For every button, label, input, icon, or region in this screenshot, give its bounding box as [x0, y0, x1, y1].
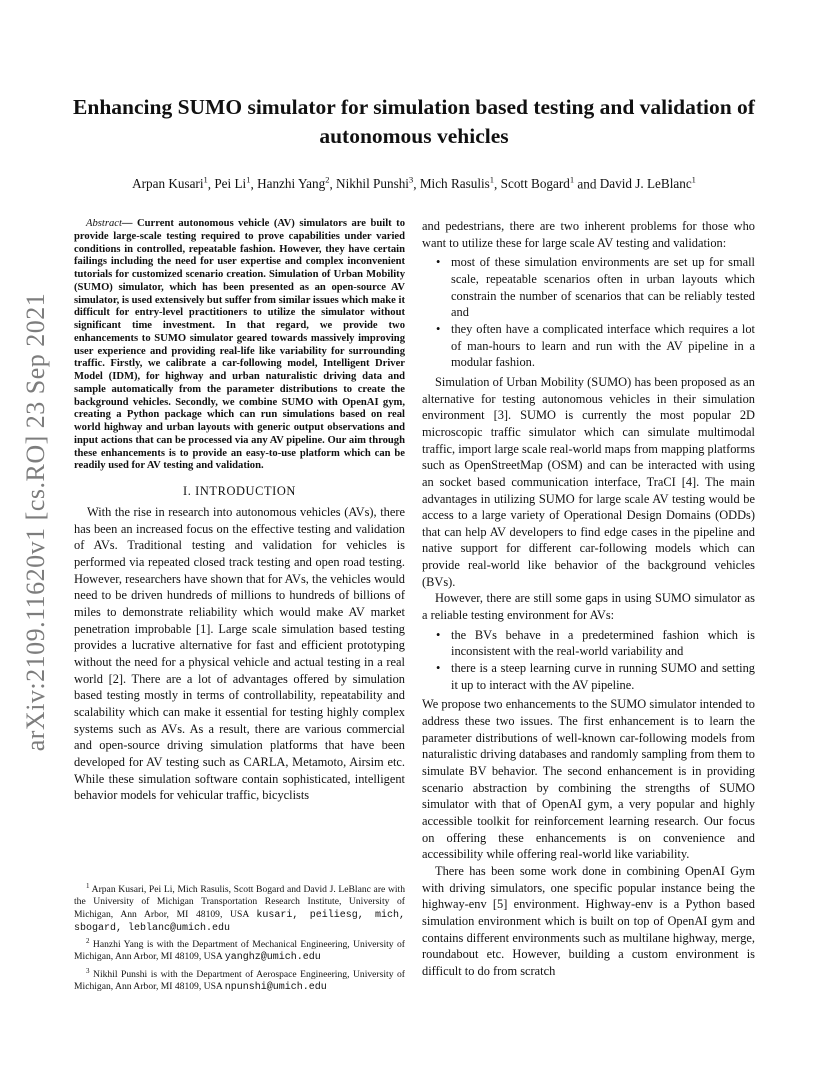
right-paragraph-3: However, there are still some gaps in using SUMO simulator as a reliable testing environment for AVs: — [422, 591, 755, 623]
bullet-icon: • — [436, 321, 441, 336]
bullet-list-1 — [422, 254, 755, 371]
bullet-icon: • — [436, 627, 441, 642]
author-affiliation-mark: 1 — [569, 175, 575, 185]
left-column — [74, 218, 405, 804]
right-paragraph-2: Simulation of Urban Mobility (SUMO) has been proposed as an alternative for testing autonomous vehicles in their simulation environment [3]. SUMO is currently the most popular 2D microscopic traffic simulator which can simulate multimodal traffic, import large scale real-world maps from mapping platforms such as OpenStreetMap (OSM) and can be interacted with using an socket based communication interface, TraCI [4]. The main advantages in utilizing SUMO for large scale AV testing would be access to a large variety of Operational Design Domains (ODDs) that can help AV developers to find edge cases in the pipeline and native support for different car-following models which can provide real-world like behavior of the background vehicles (BVs). — [422, 374, 755, 589]
section-heading-introduction: I. INTRODUCTION — [183, 484, 296, 498]
author: Nikhil Punshi$^3$ — [336, 175, 414, 192]
list-item: • there is a steep learning curve in running SUMO and setting it up to interact with the AV pipeline. — [436, 661, 755, 692]
author-list: Arpan Kusari$^1$, Pei Li$^1$, Hanzhi Yang$^2$, Nikhil Punshi$^3$, Mich Rasulis$^1$, Scott Bogard$^1$ and David J. LeBlanc$^1$ — [132, 175, 696, 192]
right-paragraph-5: There has been some work done in combining OpenAI Gym with driving simulators, one specific popular instance being the highway-env [5] environment. Highway-env is a Python based simulation environment which is built on top of OpenAI gym and contains different environments such as multilane highway, merge, roundabout etc. However, building a custom environment is difficult to do from scratch — [422, 863, 755, 978]
author: David J. LeBlanc$^1$ — [599, 175, 696, 192]
author-affiliation-mark: 1 — [489, 175, 495, 185]
author-affiliation-mark: 1 — [203, 175, 208, 185]
author: Pei Li$^1$ — [214, 175, 251, 192]
list-item: • they often have a complicated interface which requires a lot of man-hours to learn and run with the AV pipeline in a modular fashion. — [436, 321, 755, 370]
author: Arpan Kusari$^1$ — [132, 175, 208, 192]
author: Scott Bogard$^1$ — [500, 175, 575, 192]
bullet-list-2 — [422, 627, 755, 694]
footnote-3-email: npunshi@umich.edu — [224, 981, 327, 993]
abstract-text: — Current autonomous vehicle (AV) simulators are built to provide large-scale testing required to prove capabilities under varied conditions in controlled, repeatable fashion. However, they have certain failings including the need for user expertise and complex inconvenient tutorials for customized scenario creation. Simulation of Urban Mobility (SUMO) simulator, which has been presented as an open-source AV simulator, is used extensively but suffer from similar issues which make it difficult for entry-level practitioners to utilize the simulator without significant time investment. In that regard, we provide two enhancements to SUMO simulator geared towards massively improving user experience and providing real-life like variability for surrounding traffic. Firstly, we calibrate a car-following model, Intelligent Driver Model (IDM), for highway and urban naturalistic driving data and sample automatically from the parameter distributions to create the background vehicles. Secondly, we combine SUMO with OpenAI gym, creating a Python package which can run simulations based on real world highway and urban layouts with generic output observations and input actions that can be processed via any AV pipeline. Our aim through these enhancements is to provide an easy-to-use platform which can be readily used for AV testing and validation. — [74, 218, 405, 472]
right-paragraph-4: We propose two enhancements to the SUMO simulator intended to address these two issues. The first enhancement is to learn the parameter distributions of well-known car-following models from naturalistic driving databases and randomly sampling from them to simulate BV behavior. The second enhancement is in providing scenario abstraction by combining the strengths of SUMO simulator with that of OpenAI gym, a very popular and highly accessible toolkit for reinforcement learning research. Our focus on offering these enhancements is on convenience and accessibility while offering real-world like variability. — [422, 697, 755, 862]
author: Mich Rasulis$^1$ — [419, 175, 495, 192]
intro-paragraph-1: With the rise in research into autonomous vehicles (AVs), there has been an increased focus on the effective testing and validation of AVs. Traditional testing and validation for vehicles is performed via repeated closed track testing and open road testing. However, researchers have shown that for AVs, the vehicles would need to be driven hundreds of millions to hundreds of billions of miles to demonstrate reliability which would make AV market penetration improbable [1]. Large scale simulation based testing provides a lucrative alternative for fast and efficient prototyping without the need for a physical vehicle and actual testing in a real world [2]. There are a lot of advantages offered by simulation based testing mostly in terms of controllability, repeatability and scalability which can make it essential for testing highly complex systems such as AVs. As a result, there are various commercial and open-source driving simulation platforms that have been developed for AV testing such as CARLA, Metamoto, Airsim etc. While these simulation software contain sophisticated, intelligent behavior models for vehicular traffic, bicyclists — [74, 505, 405, 803]
author-affiliation-mark: 1 — [691, 175, 696, 185]
list-item: • the BVs behave in a predetermined fashion which is inconsistent with the real-world variability and — [436, 627, 755, 659]
abstract-lead: Abstract — [86, 218, 122, 229]
list-item: • most of these simulation environments are set up for small scale, repeatable scenarios often in urban layouts which constrain the number of scenarios that can be reliably tested and — [436, 255, 755, 320]
author-affiliation-mark: 2 — [325, 175, 330, 185]
author-affiliation-mark: 3 — [408, 175, 414, 185]
author: Hanzhi Yang$^2$ — [257, 175, 330, 192]
right-paragraph-1: and pedestrians, there are two inherent problems for those who want to utilize these for large scale AV testing and validation: — [422, 219, 755, 250]
bullet-icon: • — [436, 255, 441, 270]
paper-title: Enhancing SUMO simulator for simulation based testing and validation of autonomous vehicles — [73, 95, 755, 148]
right-column — [422, 218, 755, 980]
footnote-1: $^1$ Arpan Kusari, Pei Li, Mich Rasulis, Scott Bogard and David J. LeBlanc are with the University of Michigan Transportation Research Institute, University of Michigan, Ann Arbor, MI 48109, USA kusari, peiliesg, mich, sbogard, leblanc@umich.edu — [74, 882, 405, 934]
footnotes — [74, 880, 405, 994]
footnote-1-email: kusari, peiliesg, mich, sbogard, leblanc@umich.edu — [74, 909, 405, 934]
bullet-icon: • — [436, 661, 441, 676]
footnote-3: $^3$ Nikhil Punshi is with the Department of Aerospace Engineering, University of Michigan, Ann Arbor, MI 48109, USA npunshi@umich.edu — [74, 966, 405, 993]
author-affiliation-mark: 1 — [246, 175, 251, 185]
footnote-2: $^2$ Hanzhi Yang is with the Department of Mechanical Engineering, University of Michigan, Ann Arbor, MI 48109, USA yanghz@umich.edu — [74, 937, 405, 964]
abstract — [74, 218, 405, 473]
footnote-2-email: yanghz@umich.edu — [224, 952, 321, 964]
arxiv-stamp: arXiv:2109.11620v1 [cs.RO] 23 Sep 2021 — [21, 292, 50, 752]
